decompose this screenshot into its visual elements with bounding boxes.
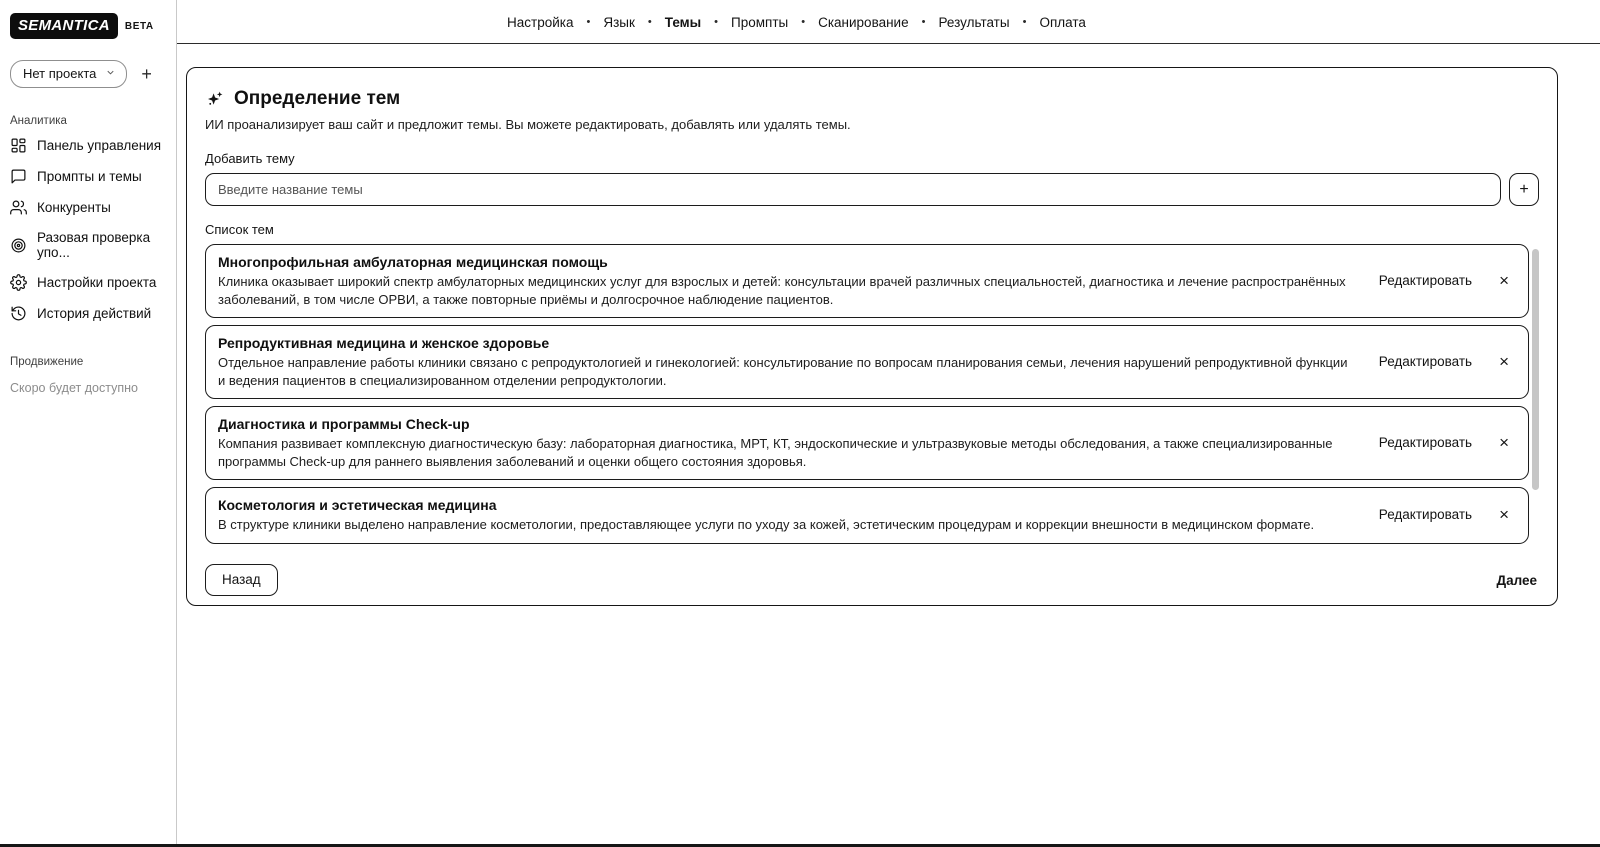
panel-header bbox=[205, 88, 1539, 110]
project-selector[interactable] bbox=[10, 60, 127, 88]
sidebar-item-label: История действий bbox=[37, 306, 152, 321]
page-subtitle: ИИ проанализирует ваш сайт и предложит темы. Вы можете редактировать, добавлять или удалять темы. bbox=[205, 117, 851, 132]
sidebar-item-prompts-and-topics[interactable] bbox=[10, 161, 166, 192]
topic-card-actions bbox=[1369, 267, 1518, 294]
nav-item-topics[interactable]: Темы bbox=[664, 14, 702, 30]
sidebar-item-competitors[interactable] bbox=[10, 192, 166, 223]
chevron-down-icon bbox=[105, 66, 116, 81]
topic-name-input[interactable] bbox=[205, 173, 1501, 206]
topic-description: Отдельное направление работы клиники связано с репродуктологией и гинекологией: консультирование по вопросам планирования семьи, лечения нарушений репродуктивной функции и ведения пациентов в специализированном отделении репродуктологии. bbox=[218, 355, 1348, 388]
sidebar-menu bbox=[10, 130, 166, 329]
sidebar bbox=[0, 0, 177, 847]
topic-card-actions bbox=[1369, 348, 1518, 375]
sidebar-item-action-history[interactable] bbox=[10, 298, 166, 329]
topic-card-actions bbox=[1369, 501, 1518, 528]
topic-card-text bbox=[218, 334, 1369, 389]
next-button[interactable]: Далее bbox=[1494, 569, 1539, 592]
sidebar-item-label: Панель управления bbox=[37, 138, 162, 153]
page-title: Определение тем bbox=[234, 88, 401, 109]
topic-description: Клиника оказывает широкий спектр амбулаторных медицинских услуг для взрослых и детей: консультации врачей различных специальностей, диагностика и лечение распространённых заболеваний, в том числе ОРВИ, а также повторные приёмы и долгосрочное наблюдение пациентов. bbox=[218, 274, 1346, 307]
nav-separator-dot: • bbox=[921, 16, 926, 28]
topic-card-text bbox=[218, 496, 1369, 534]
sidebar-item-project-settings[interactable] bbox=[10, 267, 166, 298]
dashboard-icon bbox=[10, 137, 27, 154]
sidebar-section-analytics-label: Аналитика bbox=[10, 115, 67, 127]
topics-scrollbar[interactable] bbox=[1532, 244, 1539, 548]
logo-text: SEMANTICA bbox=[18, 17, 110, 34]
topics-list-label: Список тем bbox=[205, 222, 274, 237]
nav-separator-dot: • bbox=[1022, 16, 1027, 28]
target-icon bbox=[10, 237, 27, 254]
project-row bbox=[10, 60, 166, 88]
topic-card bbox=[205, 244, 1529, 318]
history-icon bbox=[10, 305, 27, 322]
topic-card bbox=[205, 487, 1529, 544]
topic-title: Косметология и эстетическая медицина bbox=[218, 497, 497, 513]
sidebar-item-label: Настройки проекта bbox=[37, 275, 157, 290]
topic-card bbox=[205, 406, 1529, 480]
top-nav bbox=[177, 0, 1600, 44]
brand-row bbox=[10, 13, 166, 39]
top-nav-steps bbox=[507, 0, 1086, 44]
sidebar-item-label: Разовая проверка упо... bbox=[37, 230, 151, 260]
edit-topic-button[interactable]: Редактировать bbox=[1369, 348, 1482, 375]
project-selector-label: Нет проекта bbox=[23, 66, 97, 81]
add-topic-button[interactable]: + bbox=[1509, 173, 1539, 206]
back-button[interactable]: Назад bbox=[205, 564, 278, 596]
sidebar-item-one-time-mention-check[interactable] bbox=[10, 223, 166, 267]
beta-badge: BETA bbox=[124, 20, 154, 32]
add-topic-row bbox=[205, 173, 1539, 206]
remove-topic-icon[interactable]: × bbox=[1490, 349, 1518, 374]
topic-card-text bbox=[218, 253, 1369, 308]
topic-title: Многопрофильная амбулаторная медицинская помощь bbox=[218, 254, 608, 270]
nav-separator-dot: • bbox=[586, 16, 591, 28]
add-project-button[interactable]: + bbox=[141, 64, 152, 84]
topic-title: Репродуктивная медицина и женское здоровье bbox=[218, 335, 550, 351]
topics-panel bbox=[186, 67, 1558, 606]
edit-topic-button[interactable]: Редактировать bbox=[1369, 501, 1482, 528]
topic-title: Диагностика и программы Check-up bbox=[218, 416, 470, 432]
nav-item-payment[interactable]: Оплата bbox=[1039, 14, 1086, 30]
topic-description: Компания развивает комплексную диагностическую базу: лабораторная диагностика, МРТ, КТ, эндоскопические и ультразвуковые методы обследования, а также специализированные программы Check-up для раннего выявления заболеваний и оценки общего состояния здоровья. bbox=[218, 436, 1333, 469]
remove-topic-icon[interactable]: × bbox=[1490, 268, 1518, 293]
scrollbar-thumb[interactable] bbox=[1532, 249, 1539, 490]
edit-topic-button[interactable]: Редактировать bbox=[1369, 267, 1482, 294]
semantica-logo bbox=[10, 13, 118, 39]
chat-icon bbox=[10, 168, 27, 185]
topic-card-text bbox=[218, 415, 1369, 470]
add-topic-label: Добавить тему bbox=[205, 151, 295, 166]
nav-item-results[interactable]: Результаты bbox=[938, 14, 1010, 30]
nav-item-language[interactable]: Язык bbox=[603, 14, 635, 30]
sidebar-item-dashboard[interactable] bbox=[10, 130, 166, 161]
sidebar-section-promotion-label: Продвижение bbox=[10, 356, 84, 368]
sidebar-item-label: Промпты и темы bbox=[37, 169, 142, 184]
remove-topic-icon[interactable]: × bbox=[1490, 430, 1518, 455]
nav-separator-dot: • bbox=[714, 16, 719, 28]
topic-description: В структуре клиники выделено направление косметологии, предоставляющее услуги по уходу за кожей, эстетическим процедурам и коррекции внешности в медицинском формате. bbox=[218, 517, 1315, 532]
remove-topic-icon[interactable]: × bbox=[1490, 502, 1518, 527]
sidebar-section-analytics bbox=[10, 115, 166, 329]
sparkles-icon bbox=[205, 89, 225, 109]
gear-icon bbox=[10, 274, 27, 291]
sidebar-section-promotion bbox=[10, 356, 166, 395]
coming-soon-note: Скоро будет доступно bbox=[10, 381, 138, 395]
nav-item-prompts[interactable]: Промпты bbox=[731, 14, 789, 30]
users-icon bbox=[10, 199, 27, 216]
topic-card bbox=[205, 325, 1529, 399]
nav-item-scanning[interactable]: Сканирование bbox=[818, 14, 909, 30]
nav-item-setup[interactable]: Настройка bbox=[507, 14, 574, 30]
topics-list bbox=[205, 244, 1529, 548]
edit-topic-button[interactable]: Редактировать bbox=[1369, 429, 1482, 456]
sidebar-item-label: Конкуренты bbox=[37, 200, 111, 215]
topic-card-actions bbox=[1369, 429, 1518, 456]
nav-separator-dot: • bbox=[801, 16, 806, 28]
panel-footer bbox=[205, 564, 1539, 596]
nav-separator-dot: • bbox=[647, 16, 652, 28]
topics-list-wrap bbox=[205, 244, 1539, 548]
